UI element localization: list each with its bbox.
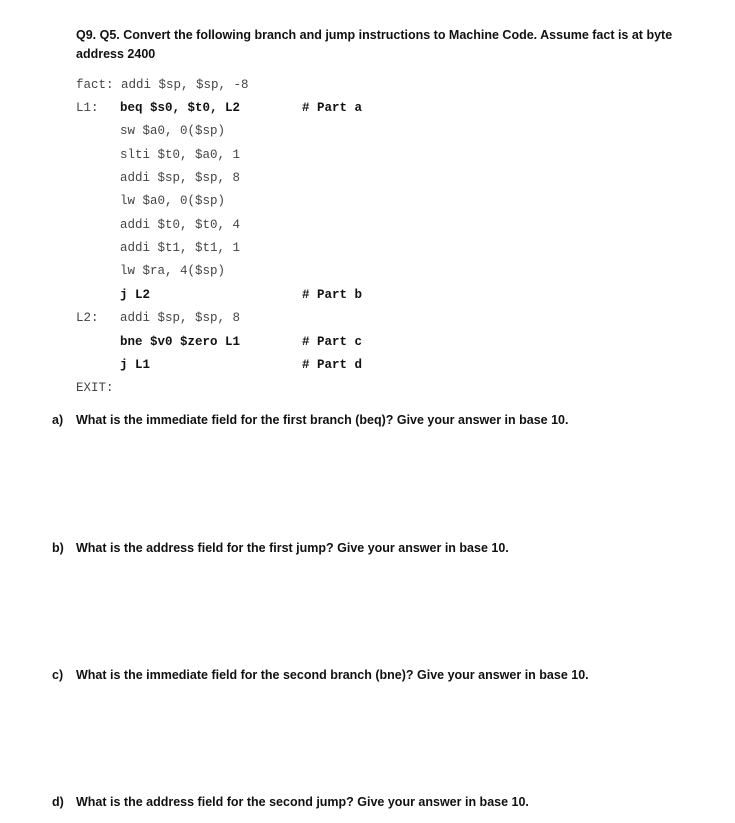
question-d [52,794,529,810]
code-comment: # Part c [302,335,363,349]
code-instruction: bne $v0 $zero L1 [120,335,241,349]
question-b [52,540,509,556]
code-instruction: lw $ra, 4($sp) [120,264,226,278]
question-text: What is the address field for the first jump? Give your answer in base 10. [76,541,509,555]
code-first-line: fact: addi $sp, $sp, -8 [76,78,249,92]
code-instruction: j L1 [120,358,151,372]
code-instruction: addi $t0, $t0, 4 [120,218,241,232]
question-letter: c) [52,668,64,682]
question-text: What is the immediate field for the first branch (beq)? Give your answer in base 10. [76,413,569,427]
code-instruction: addi $sp, $sp, 8 [120,171,241,185]
question-letter: a) [52,413,64,427]
code-comment: # Part d [302,358,363,372]
code-exit-label: EXIT: [76,381,114,395]
question-letter: b) [52,541,64,555]
question-heading: Q9. Q5. Convert the following branch and jump instructions to Machine Code. Assume fact is at byte address 2400 [76,28,673,61]
code-instruction: beq $s0, $t0, L2 [120,101,241,115]
code-instruction: j L2 [120,288,151,302]
code-comment: # Part a [302,101,363,115]
code-instruction: lw $a0, 0($sp) [120,194,226,208]
code-instruction: sw $a0, 0($sp) [120,124,226,138]
code-comment: # Part b [302,288,363,302]
question-letter: d) [52,795,64,809]
question-text: What is the address field for the second jump? Give your answer in base 10. [76,795,529,809]
code-instruction: addi $t1, $t1, 1 [120,241,241,255]
code-instruction: addi $sp, $sp, 8 [120,311,241,325]
code-instruction: slti $t0, $a0, 1 [120,148,241,162]
code-label: L2: [76,311,99,325]
question-a [52,412,568,428]
code-label: L1: [76,101,99,115]
question-c [52,667,589,683]
question-text: What is the immediate field for the second branch (bne)? Give your answer in base 10. [76,668,589,682]
